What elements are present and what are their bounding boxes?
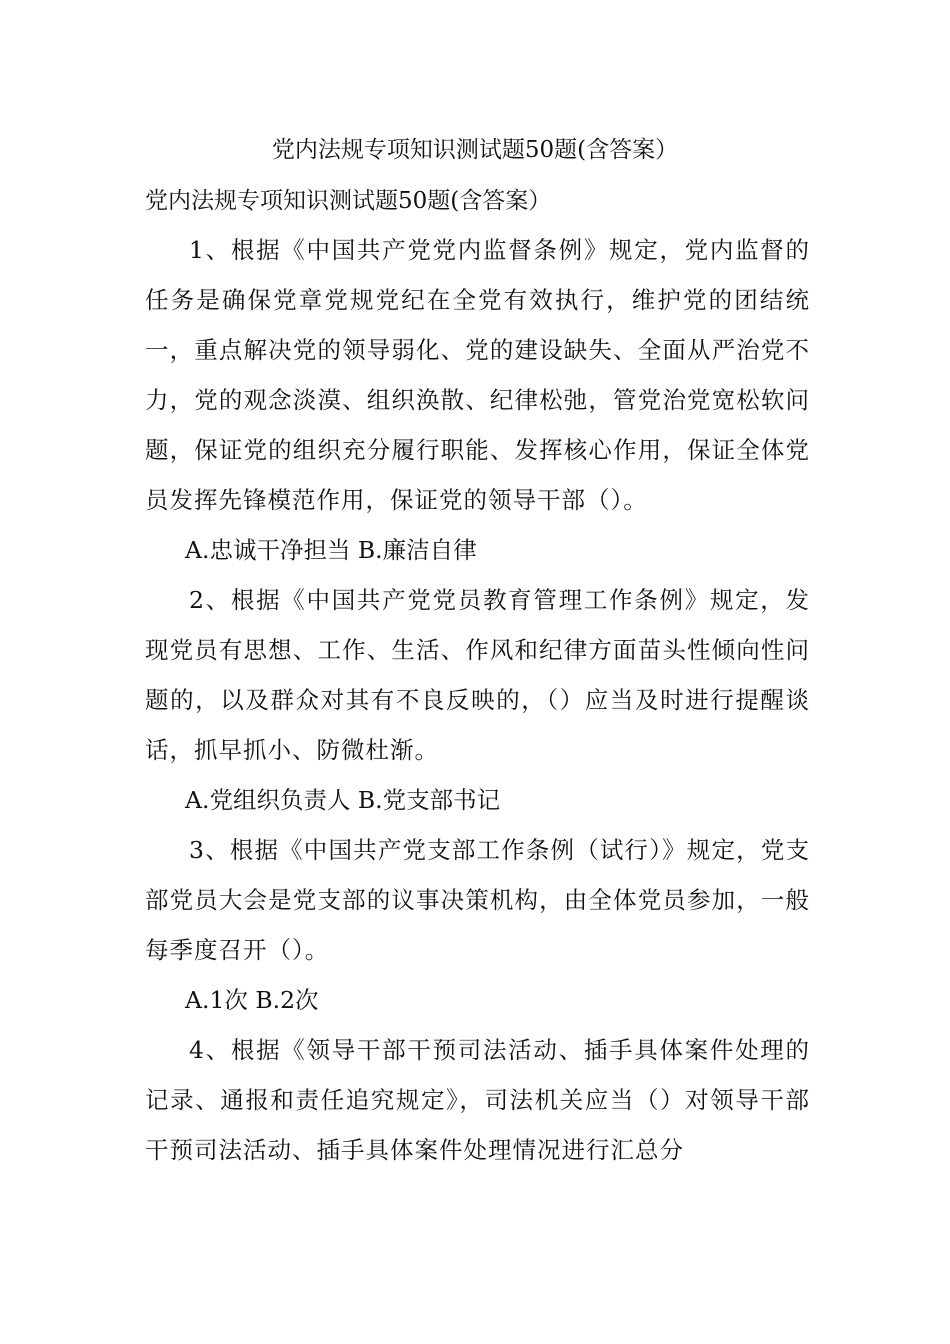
question-2-options: A.党组织负责人 B.党支部书记	[185, 786, 501, 814]
question-3-text: 3、根据《中国共产党支部工作条例（试行）》规定，党支部党员大会是党支部的议事决策机构，由全体党员参加，一般每季度召开（）。	[145, 836, 810, 964]
question-4-text: 4、根据《领导干部干预司法活动、插手具体案件处理的记录、通报和责任追究规定》，司法机关应当（）对领导干部干预司法活动、插手具体案件处理情况进行汇总分	[145, 1036, 810, 1164]
question-3-options: A.1次 B.2次	[185, 986, 319, 1014]
document-body	[145, 181, 810, 1175]
question-1-text: 1、根据《中国共产党党内监督条例》规定，党内监督的任务是确保党章党规党纪在全党有效执行，维护党的团结统一，重点解决党的领导弱化、党的建设缺失、全面从严治党不力，党的观念淡漠、组织涣散、纪律松弛，管党治党宽松软问题，保证党的组织充分履行职能、发挥核心作用，保证全体党员发挥先锋模范作用，保证党的领导干部（）。	[145, 236, 810, 514]
document-subtitle: 党内法规专项知识测试题50题(含答案）	[145, 188, 552, 214]
question-1-options: A.忠诚干净担当 B.廉洁自律	[185, 536, 477, 564]
document-title: 党内法规专项知识测试题50题(含答案）	[271, 137, 679, 163]
question-2-text: 2、根据《中国共产党党员教育管理工作条例》规定，发现党员有思想、工作、生活、作风和纪律方面苗头性倾向性问题的，以及群众对其有不良反映的，（）应当及时进行提醒谈话，抓早抓小、防微杜渐。	[145, 586, 810, 764]
